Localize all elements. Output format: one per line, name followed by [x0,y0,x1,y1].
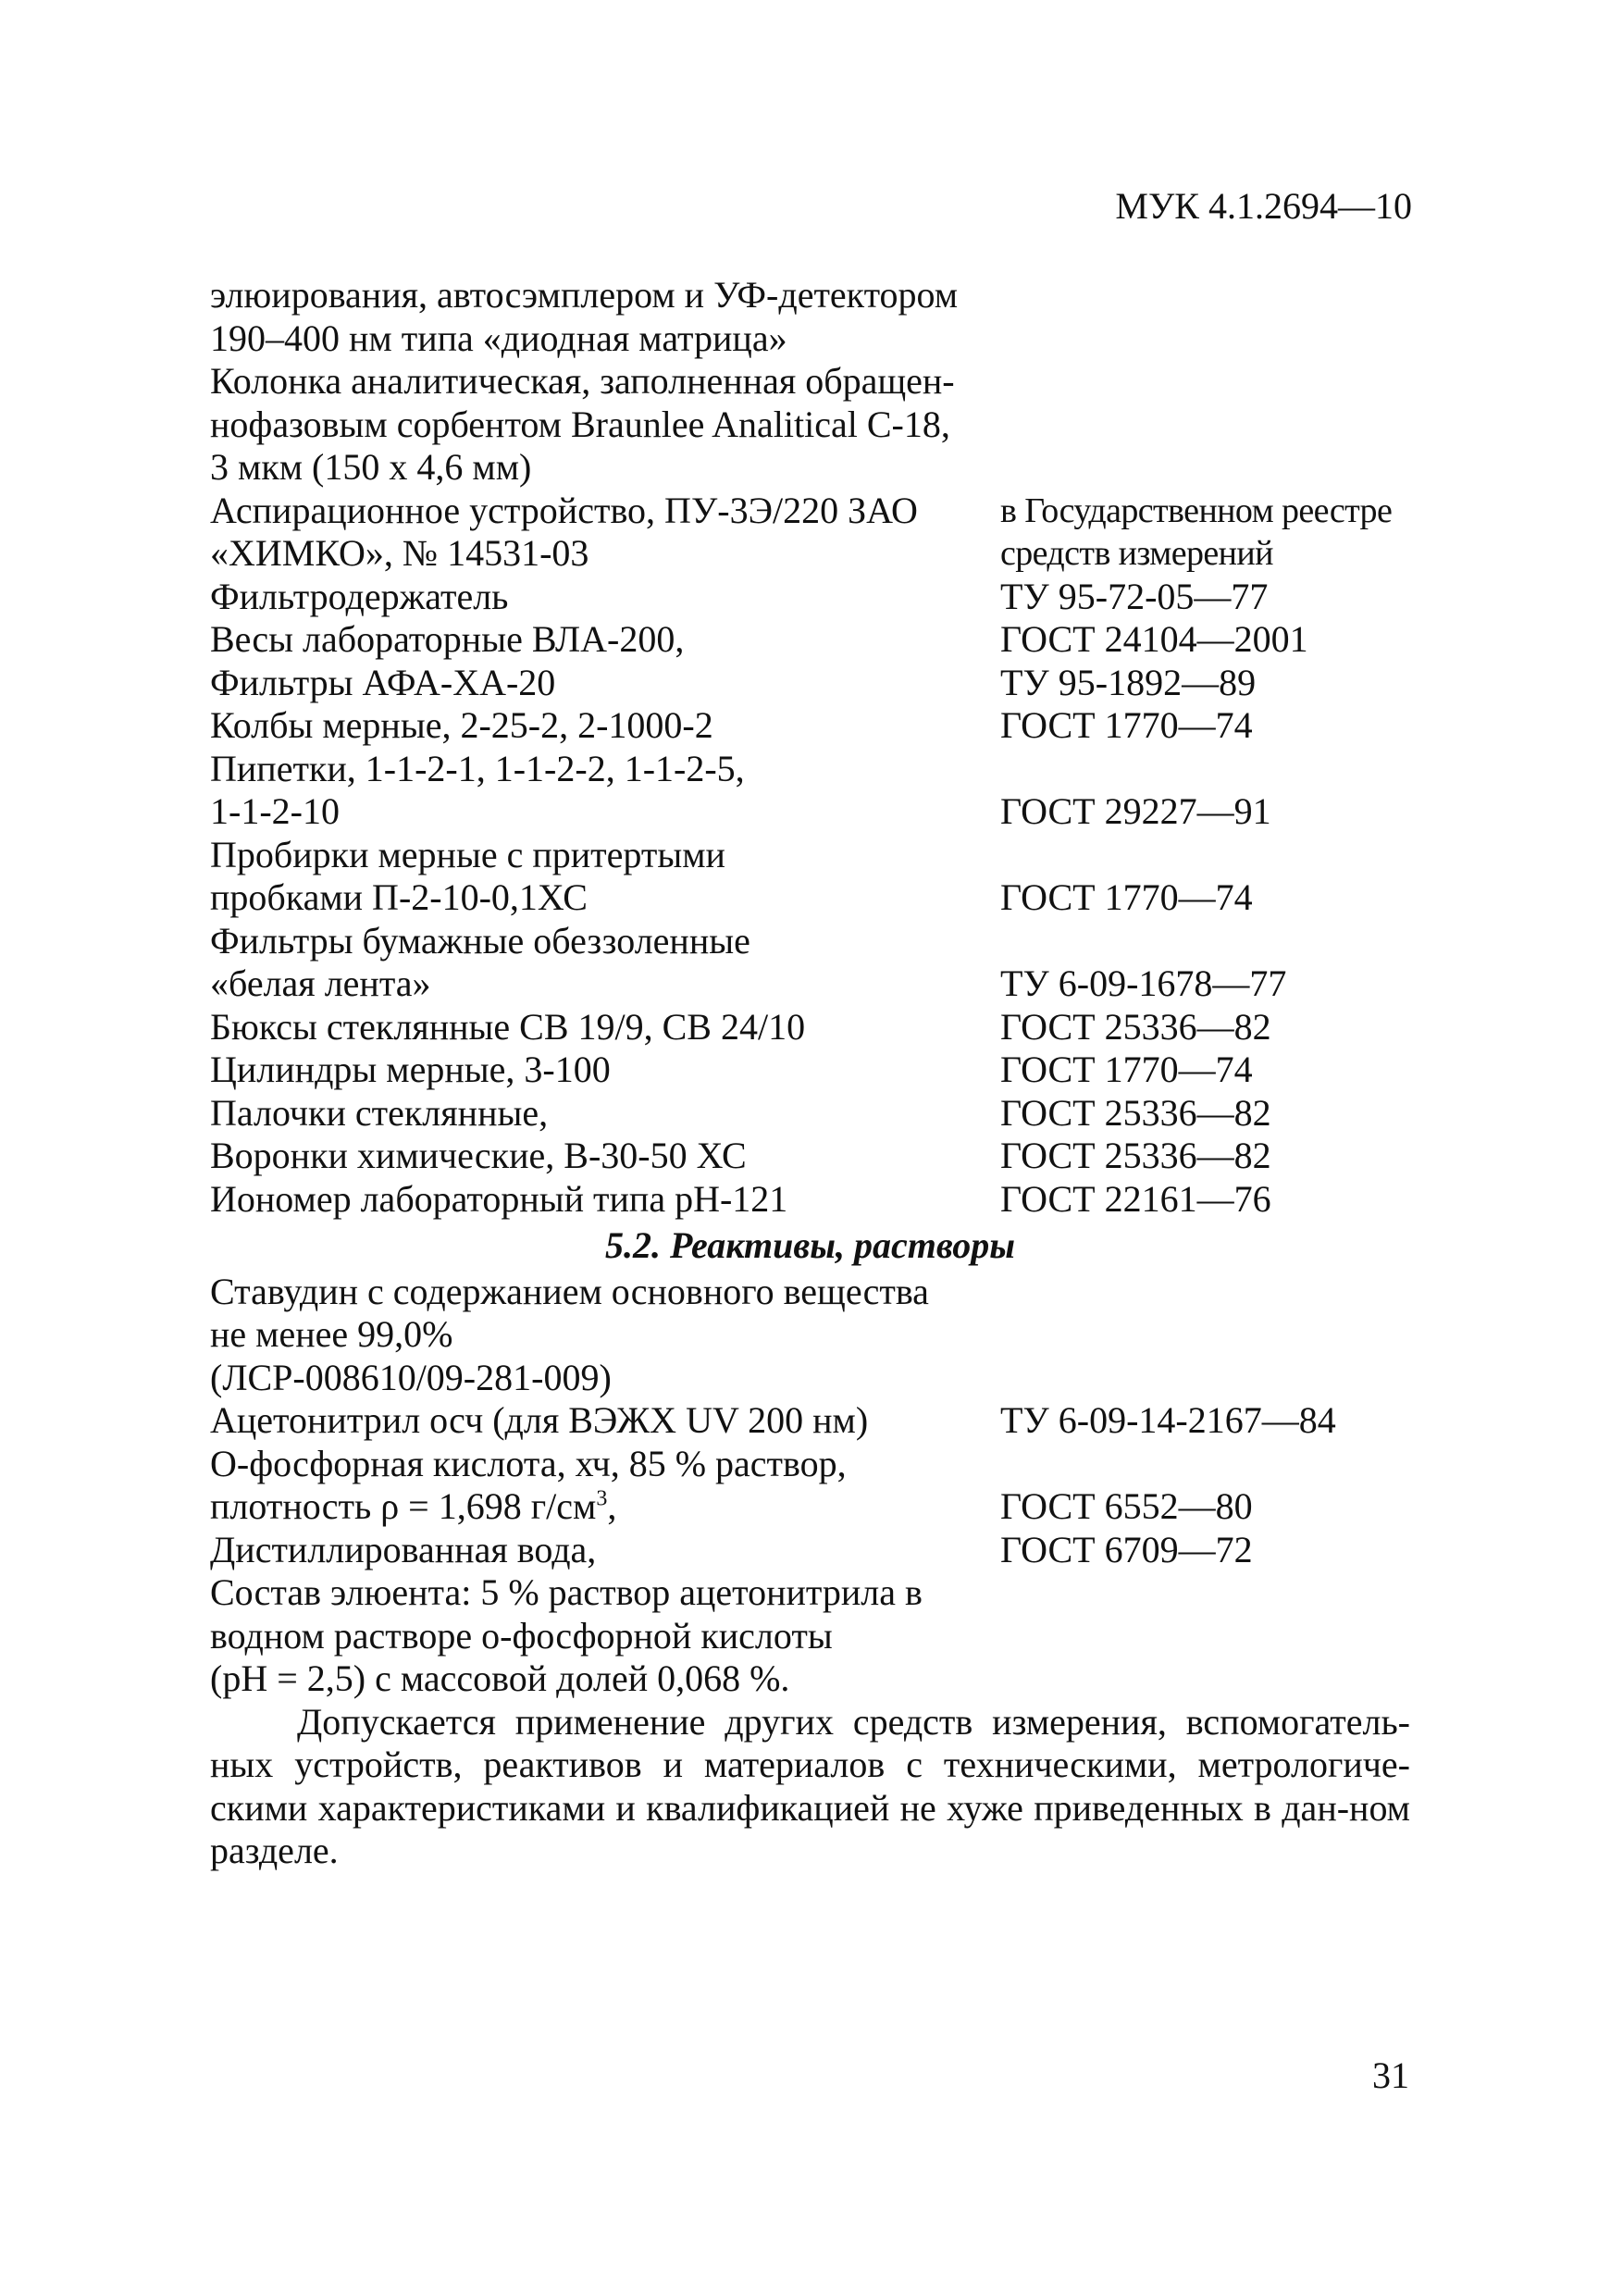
row-item-standard [1000,1657,1410,1701]
row-item-standard: ГОСТ 6552—80 [1000,1485,1253,1527]
page-header-doc-code: МУК 4.1.2694—10 [1115,185,1412,227]
list-row [210,360,1410,403]
list-row [210,1443,1410,1486]
row-item-standard: ТУ 6-09-1678—77 [1000,962,1287,1004]
row-item-standard [1000,317,1410,361]
row-item-name: пробками П-2-10-0,1ХС [210,876,588,918]
row-item-standard [1000,360,1410,403]
row-item-name: Бюксы стеклянные СВ 19/9, СВ 24/10 [210,1005,806,1048]
list-row [210,1657,1410,1701]
list-row [210,662,1410,705]
list-row [210,790,1410,834]
row-item-name: нофазовым сорбентом Braunlee Analitical C-18, [210,403,950,445]
row-item-name: Палочки стеклянные, [210,1091,549,1134]
list-row [210,1313,1410,1357]
row-item-name: Дистиллированная вода, [210,1528,597,1570]
row-item-standard: ГОСТ 1770—74 [1000,704,1253,746]
list-row [210,1399,1410,1443]
reagent-list [210,1271,1410,1486]
row-item-name: «белая лента» [210,962,431,1004]
list-row [210,490,1410,533]
row-item-name: 1-1-2-10 [210,790,340,832]
row-item-standard [1000,748,1410,791]
row-item-name [210,1485,1000,1529]
section-heading: 5.2. Реактивы, растворы [605,1224,1015,1266]
list-row [210,834,1410,877]
row-item-name: Иономер лабораторный типа рН-121 [210,1177,788,1220]
row-item-standard: ГОСТ 1770—74 [1000,876,1253,918]
row-item-standard: ГОСТ 25336—82 [1000,1005,1271,1048]
list-row [210,403,1410,447]
row-item-name: О-фосфорная кислота, хч, 85 % раствор, [210,1442,847,1484]
equipment-list [210,274,1410,1221]
list-row [210,274,1410,317]
row-item-standard: ГОСТ 25336—82 [1000,1091,1271,1134]
row-item-standard [1000,920,1410,963]
row-item-name: Колбы мерные, 2-25-2, 2-1000-2 [210,704,713,746]
row-item-standard: в Государственном реестре [1000,490,1393,530]
row-item-standard: ГОСТ 24104—2001 [1000,618,1308,660]
row-item-name: не менее 99,0% [210,1313,453,1355]
row-item-standard [1000,446,1410,490]
row-item-name: Аспирационное устройство, ПУ-3Э/220 ЗАО [210,489,918,531]
list-row [210,1135,1410,1178]
row-item-standard [1000,834,1410,877]
row-item-name: Фильтры АФА-ХА-20 [210,661,556,703]
list-row [210,1178,1410,1222]
list-row [210,1529,1410,1572]
row-item-name: Весы лабораторные ВЛА-200, [210,618,685,660]
row-item-standard: ТУ 6-09-14-2167—84 [1000,1399,1336,1441]
row-item-standard [1000,1357,1410,1400]
page-content [210,274,1410,1873]
row-item-standard: ГОСТ 22161—76 [1000,1177,1271,1220]
row-item-name: Состав элюента: 5 % раствор ацетонитрила в [210,1571,923,1613]
row-item-name: (рН = 2,5) с массовой долей 0,068 %. [210,1657,790,1699]
row-item-name: Колонка аналитическая, заполненная обращен- [210,360,955,402]
row-item-name: Фильтродержатель [210,575,509,617]
row-item-standard [1000,1571,1410,1615]
row-item-standard: средств измерений [1000,534,1273,573]
row-item-standard: ГОСТ 25336—82 [1000,1135,1271,1176]
list-row [210,317,1410,361]
row-item-name: «ХИМКО», № 14531-03 [210,532,589,574]
row-item-name: Цилиндры мерные, 3-100 [210,1049,611,1090]
row-item-name: 3 мкм (150 х 4,6 мм) [210,446,532,488]
closing-paragraph: Допускается применение других средств измерения, вспомогатель-ных устройств, реактивов и материалов с техническими, метрологиче-скими характеристиками и квалификацией не хуже приведенных в дан-ном разделе. [210,1700,1410,1871]
list-row [210,1357,1410,1400]
list-row [210,446,1410,490]
row-item-name: 190–400 нм типа «диодная матрица» [210,316,787,359]
list-row [210,1615,1410,1658]
row-item-name: элюирования, автосэмплером и УФ-детектором [210,274,959,316]
list-row [210,962,1410,1006]
row-item-standard [1000,1443,1410,1486]
list-row [210,618,1410,662]
row-item-standard [1000,403,1410,447]
row-item-name: Ставудин с содержанием основного вещества [210,1270,929,1312]
reagent-list-continued [210,1529,1410,1701]
density-superscript: 3 [596,1486,608,1511]
row-item-name: водном растворе о-фосфорной кислоты [210,1614,833,1657]
list-row [210,1571,1410,1615]
row-item-standard: ГОСТ 29227—91 [1000,790,1271,832]
row-item-standard [1000,1313,1410,1357]
list-row [210,748,1410,791]
list-row [210,1006,1410,1049]
row-item-standard: ТУ 95-1892—89 [1000,661,1257,703]
list-row [210,576,1410,619]
row-item-standard [1000,1271,1410,1314]
row-item-name: Воронки химические, В-30-50 ХС [210,1135,747,1176]
row-item-name: Пробирки мерные с притертыми [210,833,725,875]
row-item-standard [1000,1615,1410,1658]
row-item-standard [1000,274,1410,317]
row-item-name: (ЛСР-008610/09-281-009) [210,1356,612,1398]
list-row [210,1049,1410,1092]
row-item-standard: ГОСТ 6709—72 [1000,1528,1253,1570]
list-row [210,876,1410,920]
row-item-standard: ТУ 95-72-05—77 [1000,575,1269,617]
density-text: плотность ρ = 1,698 г/см [210,1485,597,1527]
list-row [210,704,1410,748]
list-row-density [210,1485,1410,1529]
list-row [210,1092,1410,1136]
density-tail: , [607,1485,617,1527]
list-row [210,920,1410,963]
list-row [210,532,1410,576]
row-item-name: Пипетки, 1-1-2-1, 1-1-2-2, 1-1-2-5, [210,747,745,789]
row-item-name: Фильтры бумажные обеззоленные [210,919,750,962]
row-item-standard: ГОСТ 1770—74 [1000,1049,1253,1090]
list-row [210,1271,1410,1314]
page-number: 31 [1372,2054,1409,2096]
row-item-name: Ацетонитрил осч (для ВЭЖХ UV 200 нм) [210,1399,869,1441]
